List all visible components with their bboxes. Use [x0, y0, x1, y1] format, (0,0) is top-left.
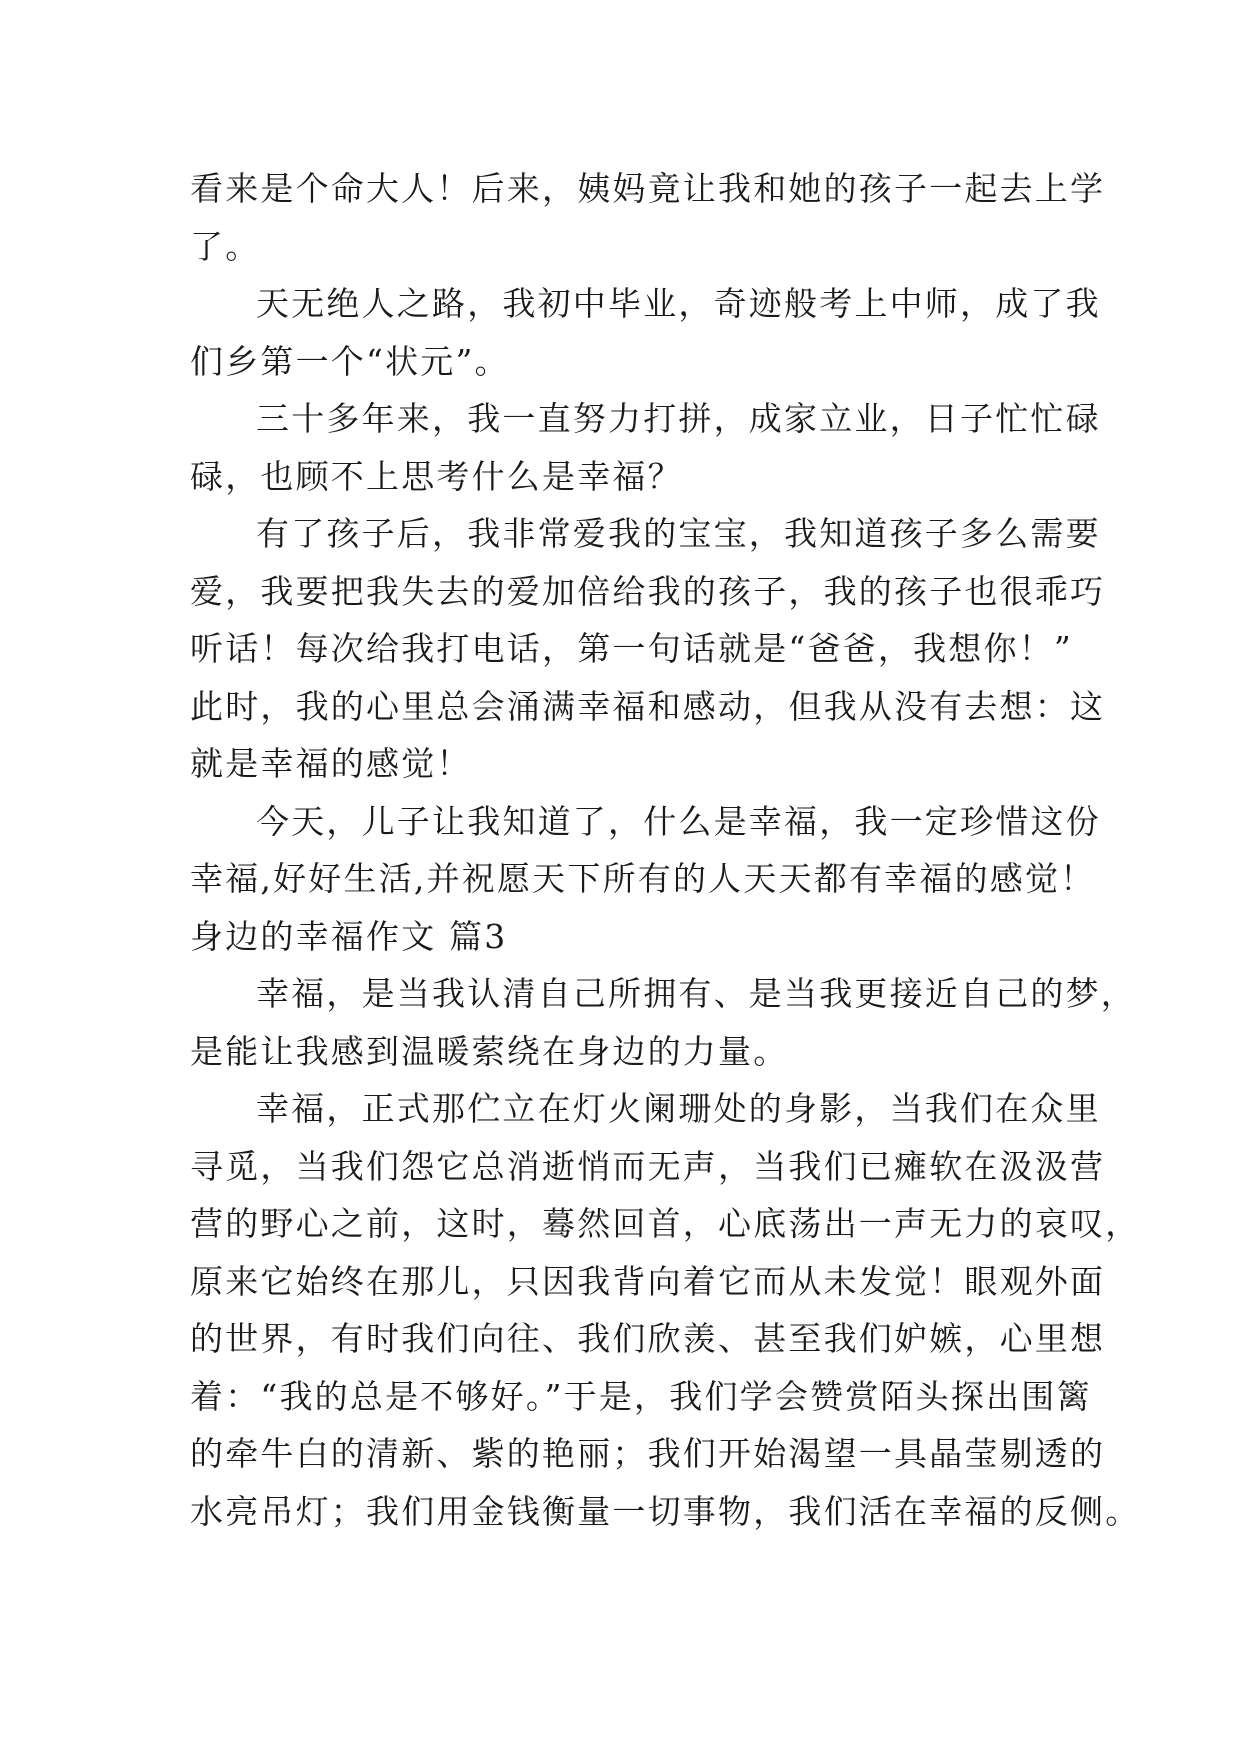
text-line: 的世界，有时我们向往、我们欣羡、甚至我们妒嫉，心里想 [190, 1319, 1106, 1358]
text-line: 爱，我要把我失去的爱加倍给我的孩子，我的孩子也很乖巧 [190, 571, 1106, 611]
text-line: 此时，我的心里总会涌满幸福和感动，但我从没有去想：这 [190, 686, 1106, 726]
text-line: 碌，也顾不上思考什么是幸福？ [190, 456, 683, 496]
paragraph-start-line: 天无绝人之路，我初中毕业，奇迹般考上中师，成了我 [256, 284, 1101, 323]
paragraph-start-line: 三十多年来，我一直努力打拼，成家立业，日子忙忙碌 [256, 399, 1101, 438]
text-line: 营的野心之前，这时，蓦然回首，心底荡出一声无力的哀叹， [190, 1204, 1141, 1243]
text-line: 们乡第一个“状元”。 [190, 341, 510, 381]
paragraph-start-line: 幸福，是当我认清自己所拥有、是当我更接近自己的梦， [256, 974, 1136, 1013]
document-body [190, 160, 1141, 1540]
paragraph-start-line: 幸福，正式那伫立在灯火阑珊处的身影，当我们在众里 [256, 1089, 1101, 1128]
text-line: 了。 [190, 226, 261, 266]
text-line: 水亮吊灯；我们用金钱衡量一切事物，我们活在幸福的反侧。 [190, 1491, 1141, 1531]
text-line: 幸福,好好生活,并祝愿天下所有的人天天都有幸福的感觉！ [190, 859, 1096, 898]
text-line: 的牵牛白的清新、紫的艳丽；我们开始渴望一具晶莹剔透的 [190, 1434, 1106, 1473]
text-line: 就是幸福的感觉！ [190, 744, 472, 783]
text-line: 听话！每次给我打电话，第一句话就是“爸爸，我想你！” [190, 629, 1073, 668]
text-line: 寻觅，当我们怨它总消逝悄而无声，当我们已瘫软在汲汲营 [190, 1146, 1106, 1186]
section-heading: 身边的幸福作文 篇3 [190, 916, 508, 956]
paragraph-start-line: 今天，儿子让我知道了，什么是幸福，我一定珍惜这份 [256, 801, 1101, 841]
text-line: 看来是个命大人！后来，姨妈竟让我和她的孩子一起去上学 [190, 169, 1106, 208]
text-line: 是能让我感到温暖萦绕在身边的力量。 [190, 1031, 789, 1071]
text-line: 原来它始终在那儿，只因我背向着它而从未发觉！眼观外面 [190, 1261, 1106, 1301]
text-line: 着：“我的总是不够好。”于是，我们学会赞赏陌头探出围篱 [190, 1376, 1092, 1416]
paragraph-start-line: 有了孩子后，我非常爱我的宝宝，我知道孩子多么需要 [256, 514, 1101, 553]
